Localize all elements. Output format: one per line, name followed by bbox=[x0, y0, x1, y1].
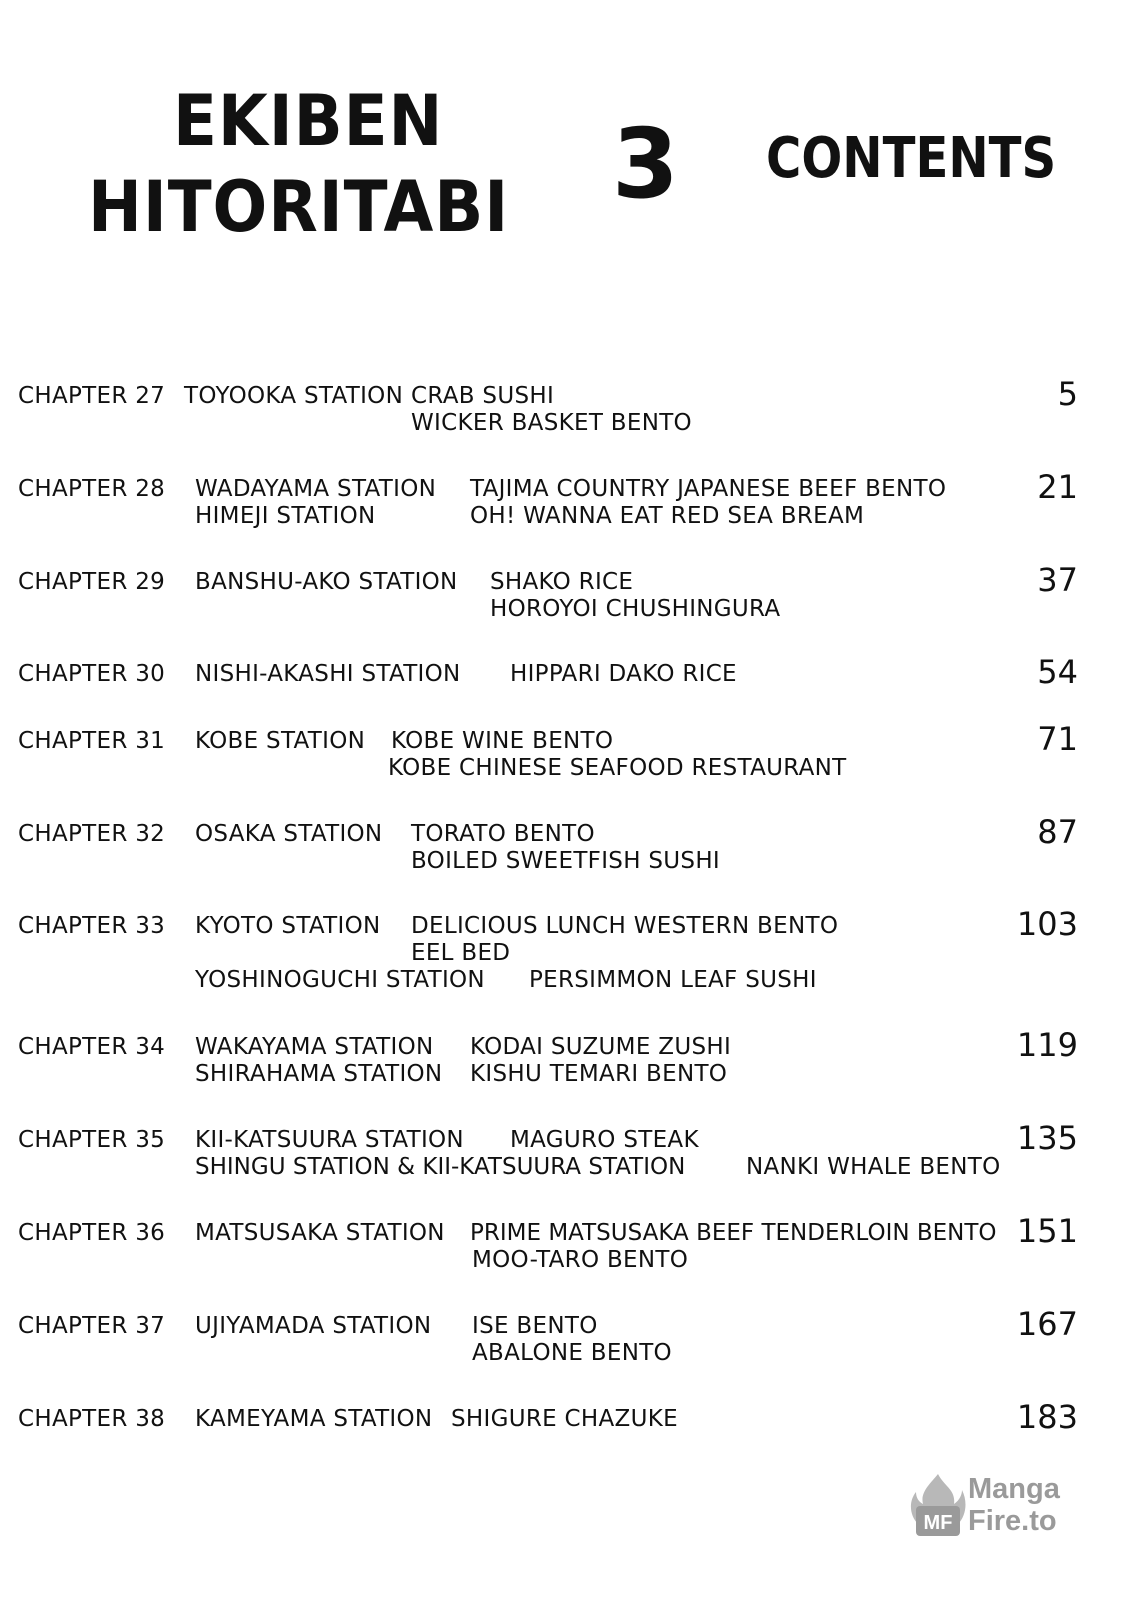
contents-heading: CONTENTS bbox=[766, 126, 1057, 191]
bento-name: TORATO BENTO bbox=[411, 821, 595, 847]
watermark-line-2: Fire.to bbox=[968, 1505, 1057, 1537]
bento-name: KISHU TEMARI BENTO bbox=[470, 1061, 728, 1087]
station-name: KYOTO STATION bbox=[195, 913, 381, 939]
bento-name: ISE BENTO bbox=[472, 1313, 598, 1339]
station-name: UJIYAMADA STATION bbox=[195, 1313, 432, 1339]
station-name: HIMEJI STATION bbox=[195, 503, 376, 529]
bento-name: KOBE CHINESE SEAFOOD RESTAURANT bbox=[388, 755, 847, 781]
chapter-label: CHAPTER 30 bbox=[18, 661, 166, 687]
chapter-label: CHAPTER 27 bbox=[18, 383, 166, 409]
station-name: OSAKA STATION bbox=[195, 821, 383, 847]
chapter-label: CHAPTER 28 bbox=[18, 476, 166, 502]
station-name: WADAYAMA STATION bbox=[195, 476, 437, 502]
station-name: NISHI-AKASHI STATION bbox=[195, 661, 461, 687]
bento-name: KOBE WINE BENTO bbox=[391, 728, 614, 754]
chapter-label: CHAPTER 31 bbox=[18, 728, 166, 754]
station-name: BANSHU-AKO STATION bbox=[195, 569, 458, 595]
page-number: 103 bbox=[1016, 905, 1078, 943]
page-number: 21 bbox=[1037, 468, 1078, 506]
station-name: KOBE STATION bbox=[195, 728, 366, 754]
bento-name: DELICIOUS LUNCH WESTERN BENTO bbox=[411, 913, 839, 939]
bento-name: HOROYOI CHUSHINGURA bbox=[490, 596, 781, 622]
page-number: 167 bbox=[1016, 1305, 1078, 1343]
bento-name: PERSIMMON LEAF SUSHI bbox=[529, 967, 817, 993]
chapter-label: CHAPTER 36 bbox=[18, 1220, 166, 1246]
mangafire-watermark bbox=[910, 1472, 1080, 1542]
station-name: WAKAYAMA STATION bbox=[195, 1034, 434, 1060]
station-name: SHINGU STATION & KII-KATSUURA STATION bbox=[195, 1154, 686, 1180]
page-number: 54 bbox=[1037, 653, 1078, 691]
bento-name: EEL BED bbox=[411, 940, 511, 966]
logo-text: MF bbox=[923, 1512, 953, 1534]
bento-name: MOO-TARO BENTO bbox=[472, 1247, 689, 1273]
bento-name: HIPPARI DAKO RICE bbox=[510, 661, 737, 687]
station-name: MATSUSAKA STATION bbox=[195, 1220, 445, 1246]
book-title bbox=[88, 78, 546, 250]
page-number: 151 bbox=[1016, 1212, 1078, 1250]
bento-name: OH! WANNA EAT RED SEA BREAM bbox=[470, 503, 865, 529]
bento-name: TAJIMA COUNTRY JAPANESE BEEF BENTO bbox=[470, 476, 947, 502]
chapter-label: CHAPTER 37 bbox=[18, 1313, 166, 1339]
bento-name: PRIME MATSUSAKA BEEF TENDERLOIN BENTO bbox=[470, 1220, 997, 1246]
flame-logo-icon bbox=[910, 1472, 966, 1538]
chapter-label: CHAPTER 38 bbox=[18, 1406, 166, 1432]
page-number: 183 bbox=[1016, 1398, 1078, 1436]
chapter-label: CHAPTER 33 bbox=[18, 913, 166, 939]
bento-name: SHAKO RICE bbox=[490, 569, 634, 595]
station-name: TOYOOKA STATION bbox=[184, 383, 404, 409]
page-number: 87 bbox=[1037, 813, 1078, 851]
bento-name: BOILED SWEETFISH SUSHI bbox=[411, 848, 721, 874]
chapter-label: CHAPTER 32 bbox=[18, 821, 166, 847]
page-number: 119 bbox=[1016, 1026, 1078, 1064]
page-number: 37 bbox=[1037, 561, 1078, 599]
page-number: 5 bbox=[1057, 375, 1078, 413]
bento-name: NANKI WHALE BENTO bbox=[746, 1154, 1001, 1180]
page-number: 135 bbox=[1016, 1119, 1078, 1157]
chapter-label: CHAPTER 34 bbox=[18, 1034, 166, 1060]
station-name: KII-KATSUURA STATION bbox=[195, 1127, 464, 1153]
watermark-line-1: Manga bbox=[968, 1473, 1060, 1505]
bento-name: KODAI SUZUME ZUSHI bbox=[470, 1034, 732, 1060]
bento-name: WICKER BASKET BENTO bbox=[411, 410, 692, 436]
bento-name: SHIGURE CHAZUKE bbox=[451, 1406, 678, 1432]
bento-name: MAGURO STEAK bbox=[510, 1127, 699, 1153]
title-line-2: HITORITABI bbox=[88, 166, 510, 248]
bento-name: CRAB SUSHI bbox=[411, 383, 555, 409]
chapter-label: CHAPTER 35 bbox=[18, 1127, 166, 1153]
volume-number: 3 bbox=[612, 108, 679, 220]
chapter-label: CHAPTER 29 bbox=[18, 569, 166, 595]
page-number: 71 bbox=[1037, 720, 1078, 758]
station-name: KAMEYAMA STATION bbox=[195, 1406, 433, 1432]
station-name: SHIRAHAMA STATION bbox=[195, 1061, 443, 1087]
title-line-1: EKIBEN bbox=[173, 80, 444, 162]
station-name: YOSHINOGUCHI STATION bbox=[195, 967, 485, 993]
bento-name: ABALONE BENTO bbox=[472, 1340, 672, 1366]
